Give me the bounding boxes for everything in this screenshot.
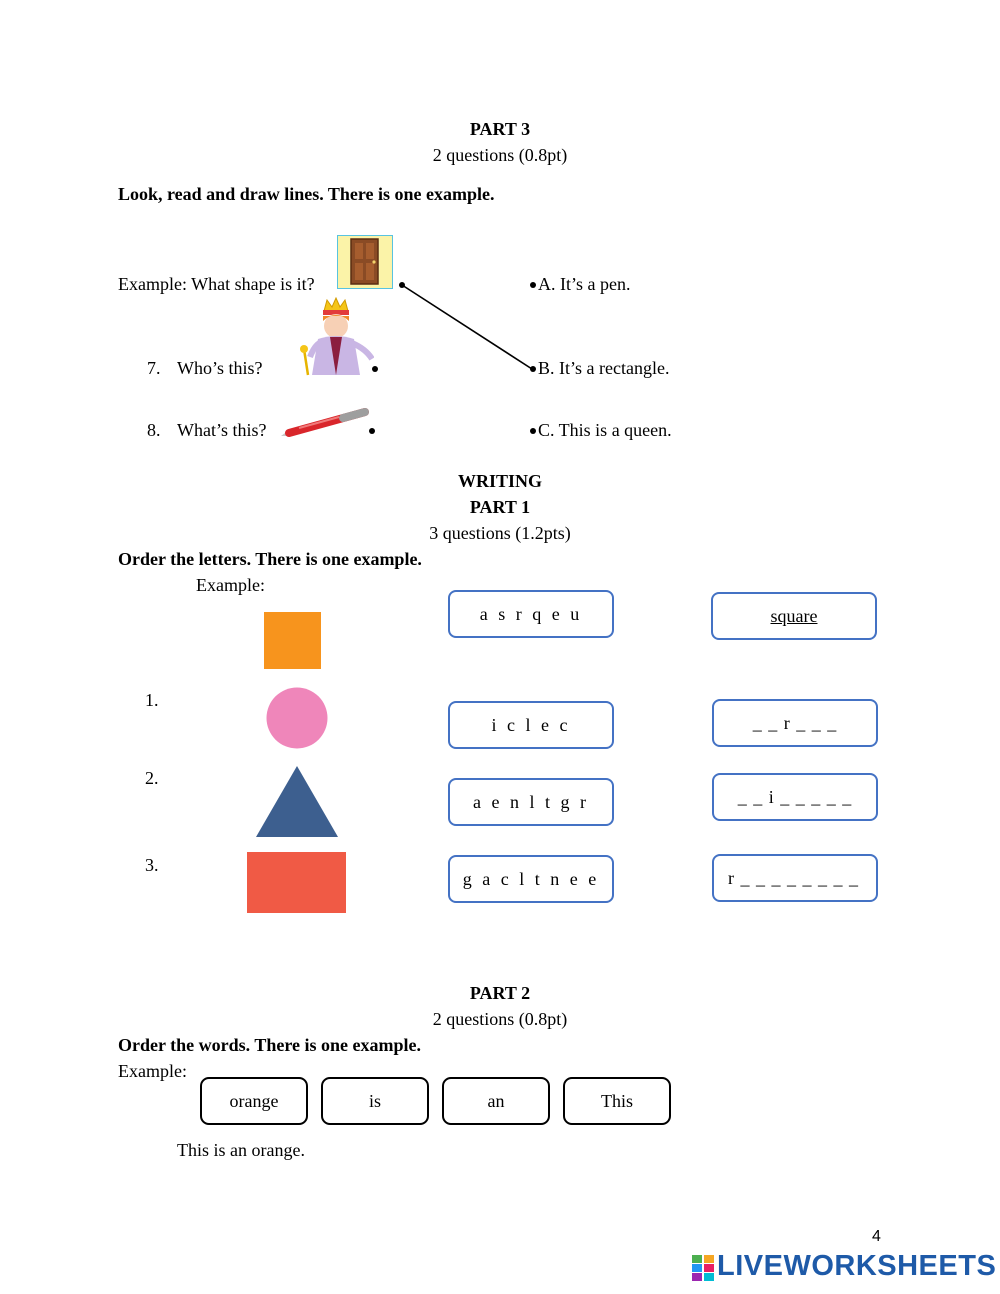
word-box-1: orange <box>200 1077 308 1125</box>
answer-box-1[interactable]: _ _ r _ _ _ <box>712 699 878 747</box>
question-7-text: Who’s this? <box>177 358 263 378</box>
answer-a: A. It’s a pen. <box>538 274 631 294</box>
answer-b: B. It’s a rectangle. <box>538 358 670 378</box>
page-number: 4 <box>872 1228 881 1245</box>
part3-instruction: Look, read and draw lines. There is one example. <box>118 184 495 204</box>
part3-subtitle: 2 questions (0.8pt) <box>432 145 568 165</box>
question-7-dot[interactable] <box>372 366 378 372</box>
question-8-dot[interactable] <box>369 428 375 434</box>
question-7-number: 7. <box>147 358 161 378</box>
writing-part2-example-label: Example: <box>118 1061 187 1081</box>
pen-icon <box>279 406 371 440</box>
triangle-fill <box>256 766 338 837</box>
part3-title: PART 3 <box>469 119 531 139</box>
queen-icon <box>296 297 374 377</box>
writing-part1-title: PART 1 <box>469 497 531 517</box>
word-box-3: an <box>442 1077 550 1125</box>
writing-part1-instruction: Order the letters. There is one example. <box>118 549 422 569</box>
answer-box-2[interactable]: _ _ i _ _ _ _ _ <box>712 773 878 821</box>
writing-part1-example-label: Example: <box>196 575 265 595</box>
scrambled-box-example: a s r q e u <box>448 590 614 638</box>
question-8-text: What’s this? <box>177 420 267 440</box>
answer-c: C. This is a queen. <box>538 420 672 440</box>
writing-part2-title: PART 2 <box>469 983 531 1003</box>
answer-box-3[interactable]: r _ _ _ _ _ _ _ _ <box>712 854 878 902</box>
writing-heading: WRITING <box>457 471 542 491</box>
writing-part2-instruction: Order the words. There is one example. <box>118 1035 421 1055</box>
answer-box-example: square <box>711 592 877 640</box>
answer-c-dot[interactable] <box>530 428 536 434</box>
rectangle-shape <box>247 852 346 913</box>
row-3-number: 3. <box>145 855 159 875</box>
example-answer-sentence: This is an orange. <box>177 1140 305 1160</box>
writing-part1-subtitle: 3 questions (1.2pts) <box>429 523 571 543</box>
answer-b-dot[interactable] <box>530 366 536 372</box>
question-8-number: 8. <box>147 420 161 440</box>
triangle-shape <box>256 766 338 837</box>
word-box-2: is <box>321 1077 429 1125</box>
rectangle-fill <box>247 852 346 913</box>
liveworksheets-logo-icon <box>692 1255 714 1281</box>
writing-part2-subtitle: 2 questions (0.8pt) <box>432 1009 568 1029</box>
circle-fill <box>267 688 328 749</box>
example-question: Example: What shape is it? <box>118 274 315 294</box>
square-fill <box>264 612 321 669</box>
scrambled-box-1: i c l e c <box>448 701 614 749</box>
word-box-4: This <box>563 1077 671 1125</box>
scrambled-box-2: a e n l t g r <box>448 778 614 826</box>
liveworksheets-logo-text: LIVEWORKSHEETS <box>717 1250 997 1282</box>
circle-shape <box>266 687 328 749</box>
scrambled-box-3: g a c l t n e e <box>448 855 614 903</box>
square-shape <box>264 612 321 669</box>
row-2-number: 2. <box>145 768 159 788</box>
row-1-number: 1. <box>145 690 159 710</box>
answer-a-dot[interactable] <box>530 282 536 288</box>
